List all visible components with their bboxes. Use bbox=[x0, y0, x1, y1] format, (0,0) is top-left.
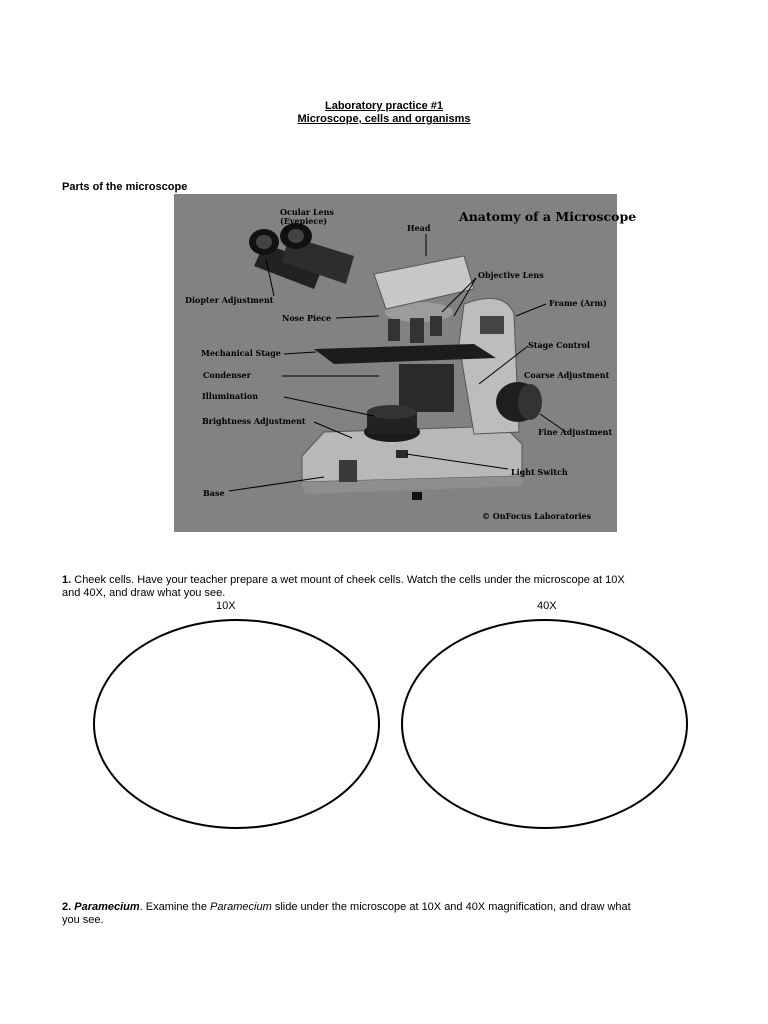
drawing-oval-10x[interactable] bbox=[93, 619, 380, 829]
drawing-oval-40x[interactable] bbox=[401, 619, 688, 829]
figure-copyright: © OnFocus Laboratories bbox=[482, 511, 592, 521]
practice-title: Laboratory practice #1 bbox=[325, 100, 443, 112]
microscope-illustration bbox=[174, 194, 617, 532]
label-mechanical-stage: Mechanical Stage bbox=[201, 348, 281, 358]
label-head: Head bbox=[407, 223, 431, 233]
figure-title: Anatomy of a Microscope bbox=[459, 209, 637, 224]
question2-line1 bbox=[62, 901, 742, 914]
label-frame: Frame (Arm) bbox=[549, 298, 607, 308]
question1-line1 bbox=[62, 574, 722, 587]
label-eyepiece: (Eyepiece) bbox=[280, 216, 328, 226]
question2-text-a: . Examine the bbox=[139, 901, 211, 913]
question2-line2: you see. bbox=[62, 914, 104, 926]
question2-organism2: Paramecium bbox=[210, 901, 272, 913]
label-ocular-lens: Ocular Lens bbox=[280, 207, 334, 217]
label-40x: 40X bbox=[537, 600, 557, 612]
label-brightness: Brightness Adjustment bbox=[202, 416, 306, 426]
label-diopter: Diopter Adjustment bbox=[185, 295, 274, 305]
practice-subtitle: Microscope, cells and organisms bbox=[297, 113, 471, 125]
label-objective: Objective Lens bbox=[478, 270, 544, 280]
label-coarse: Coarse Adjustment bbox=[524, 370, 610, 380]
label-nose-piece: Nose Piece bbox=[282, 313, 332, 323]
question2-organism: Paramecium bbox=[74, 901, 140, 913]
label-stage-control: Stage Control bbox=[528, 340, 590, 350]
question2-number: 2. bbox=[62, 901, 72, 913]
label-light-switch: Light Switch bbox=[511, 467, 568, 477]
microscope-figure bbox=[174, 194, 637, 532]
question1-number: 1. bbox=[62, 574, 72, 586]
label-illumination: Illumination bbox=[202, 391, 259, 401]
question1-text: Cheek cells. Have your teacher prepare a wet mount of cheek cells. Watch the cells under the microscope at 10X bbox=[74, 574, 625, 586]
question1-line2: and 40X, and draw what you see. bbox=[62, 587, 226, 599]
question2-text-b: slide under the microscope at 10X and 40X magnification, and draw what bbox=[271, 901, 631, 913]
parts-heading: Parts of the microscope bbox=[62, 181, 188, 193]
label-base: Base bbox=[203, 488, 225, 498]
label-10x: 10X bbox=[216, 600, 236, 612]
label-condenser: Condenser bbox=[203, 370, 251, 380]
label-fine: Fine Adjustment bbox=[538, 427, 613, 437]
